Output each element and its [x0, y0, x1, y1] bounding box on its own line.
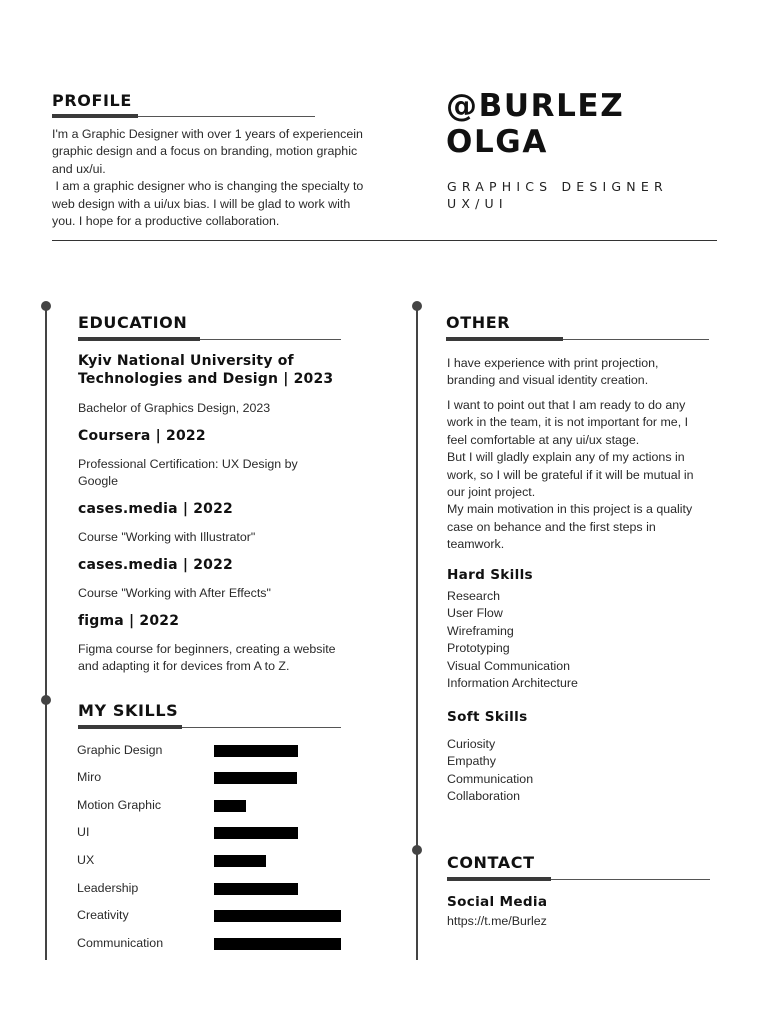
skill-bar: [214, 827, 298, 839]
left-timeline: [45, 306, 47, 960]
timeline-dot: [412, 301, 422, 311]
profile-heading: PROFILE: [52, 91, 132, 110]
timeline-dot: [41, 301, 51, 311]
social-media-link[interactable]: https://t.me/Burlez: [447, 914, 547, 928]
list-item: Communication: [447, 771, 534, 786]
education-title: cases.media | 2022: [78, 557, 234, 573]
other-paragraph-1: I have experience with print projection, branding and visual identity creation.: [447, 356, 659, 388]
role-line-1: GRAPHICS DESIGNER: [447, 179, 668, 194]
social-media-heading: Social Media: [447, 894, 548, 910]
skill-label: Creativity: [77, 908, 129, 922]
other-line: teamwork.: [447, 537, 505, 552]
education-desc: Figma course for beginners, creating a website and adapting it for devices from A to Z.: [78, 642, 336, 673]
skill-bar: [214, 772, 297, 784]
other-line: case on behance and the first steps in: [447, 519, 656, 534]
skill-label: Leadership: [77, 881, 139, 895]
hard-skills-list: [447, 588, 578, 692]
education-title: Kyiv National University of Technologies and Design | 2023: [78, 353, 334, 387]
skill-bar: [214, 910, 341, 922]
list-item: Empathy: [447, 754, 496, 769]
other-line: I want to point out that I am ready to do any: [447, 398, 686, 412]
skill-bar: [214, 883, 298, 895]
education-title: cases.media | 2022: [78, 501, 234, 517]
list-item: User Flow: [447, 606, 503, 621]
right-timeline: [416, 306, 418, 960]
other-line: our joint project.: [447, 485, 536, 500]
profile-line: you. I hope for a productive collaboration.: [52, 214, 280, 229]
skill-bar: [214, 855, 266, 867]
role-block: [447, 178, 668, 212]
education-desc: Professional Certification: UX Design by Google: [78, 457, 298, 488]
education-desc: Course "Working with After Effects": [78, 586, 271, 600]
other-line: work in the team, it is not important for me, I: [447, 415, 689, 430]
hard-skills-heading: Hard Skills: [447, 567, 533, 583]
list-item: Wireframing: [447, 623, 514, 638]
timeline-dot: [412, 845, 422, 855]
profile-line: I'm a Graphic Designer with over 1 years of experiencein: [52, 127, 363, 141]
list-item: Prototyping: [447, 641, 510, 656]
skill-label: Graphic Design: [77, 743, 163, 757]
skill-bar: [214, 800, 246, 812]
role-line-2: UX/UI: [447, 196, 508, 211]
contact-heading: CONTACT: [447, 853, 535, 872]
skill-bar: [214, 938, 341, 950]
profile-line: graphic design and a focus on branding, motion graphic: [52, 144, 358, 159]
education-desc: Course "Working with Illustrator": [78, 530, 256, 544]
profile-rule-accent: [52, 114, 138, 118]
education-title: figma | 2022: [78, 613, 180, 629]
skill-label: UX: [77, 853, 95, 867]
other-line: work, so I will be grateful if it will be mutual in: [447, 467, 694, 482]
list-item: Collaboration: [447, 789, 521, 804]
skill-label: Miro: [77, 770, 102, 784]
soft-skills-heading: Soft Skills: [447, 709, 528, 725]
skills-rule-accent: [78, 725, 182, 729]
list-item: Visual Communication: [447, 658, 571, 673]
name-line-1: @BURLEZ: [446, 88, 625, 124]
skills-heading: MY SKILLS: [78, 701, 179, 720]
contact-rule-accent: [447, 877, 551, 881]
other-rule-accent: [446, 337, 563, 341]
education-rule-accent: [78, 337, 200, 341]
list-item: Research: [447, 589, 501, 603]
education-heading: EDUCATION: [78, 313, 188, 332]
other-paragraph-2: [447, 397, 717, 554]
other-line: feel comfortable at any ui/ux stage.: [447, 432, 640, 447]
profile-text: [52, 126, 402, 230]
profile-line: I am a graphic designer who is changing the specialty to: [52, 179, 364, 194]
name-line-2: OLGA: [446, 124, 548, 160]
skill-label: UI: [77, 825, 90, 839]
skill-label: Communication: [77, 936, 164, 950]
education-desc: Bachelor of Graphics Design, 2023: [78, 401, 271, 415]
list-item: Information Architecture: [447, 676, 578, 691]
soft-skills-list: [447, 736, 533, 806]
other-line: But I will gladly explain any of my actions in: [447, 450, 685, 465]
name-block: [446, 88, 624, 160]
timeline-dot: [41, 695, 51, 705]
skill-bar: [214, 745, 298, 757]
profile-line: and ux/ui.: [52, 161, 106, 176]
skill-label: Motion Graphic: [77, 798, 162, 812]
education-title: Coursera | 2022: [78, 428, 206, 444]
list-item: Curiosity: [447, 737, 496, 751]
other-line: My main motivation in this project is a quality: [447, 502, 693, 517]
profile-line: web design with a ui/ux bias. I will be glad to work with: [52, 196, 351, 211]
other-heading: OTHER: [446, 313, 511, 332]
header-divider: [52, 240, 717, 241]
